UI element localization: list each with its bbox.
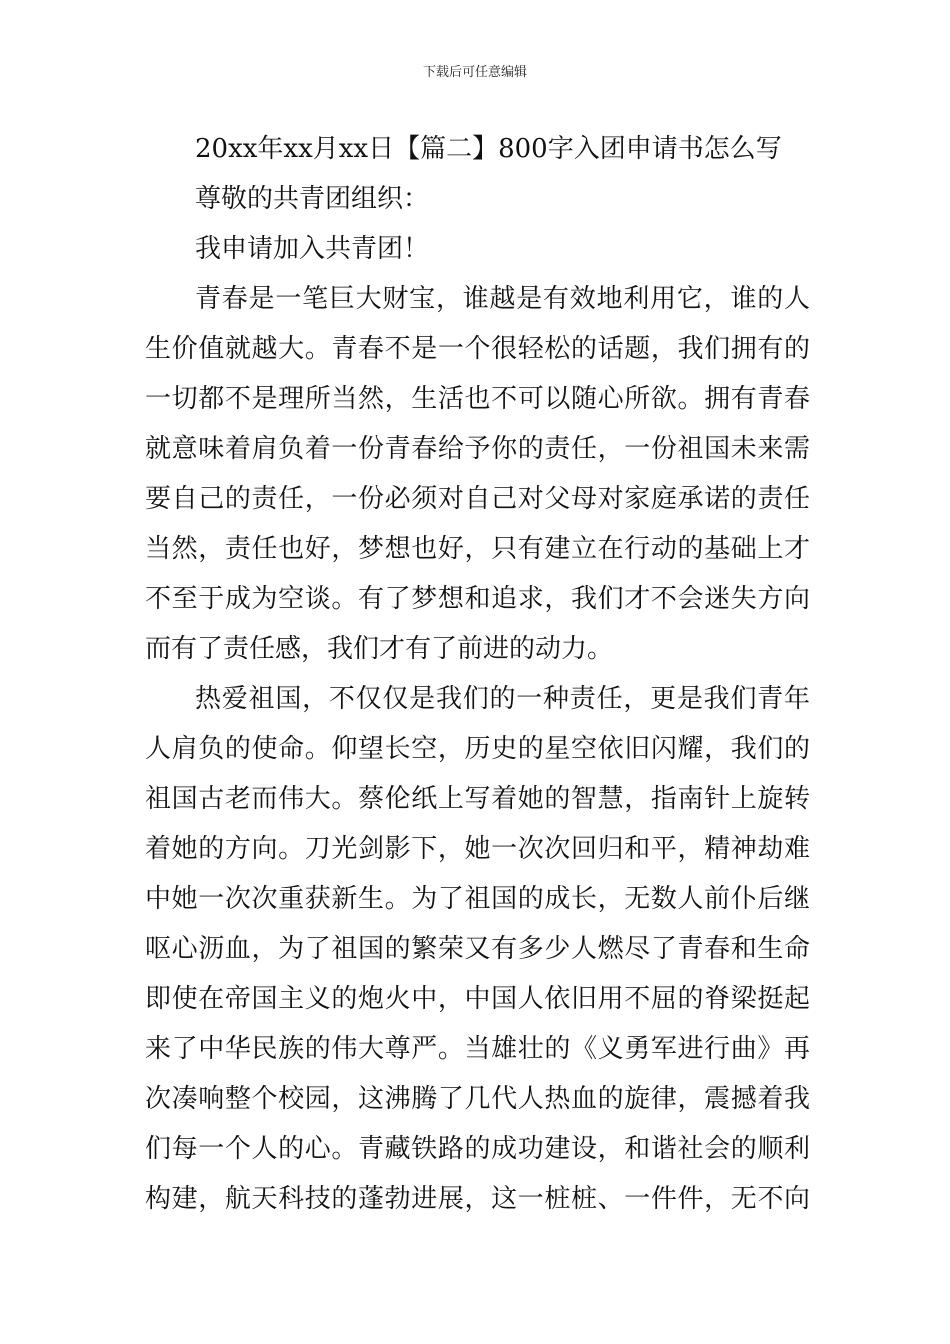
paragraph-line: 当然，责任也好，梦想也好，只有建立在行动的基础上才 bbox=[145, 534, 810, 564]
paragraph-line: 而有了责任感，我们才有了前进的动力。 bbox=[145, 634, 614, 664]
paragraph-line: 人肩负的使命。仰望长空，历史的星空依旧闪耀，我们的 bbox=[145, 734, 810, 764]
application-statement-line: 我申请加入共青团！ bbox=[195, 234, 430, 264]
paragraph-line: 生价值就越大。青春不是一个很轻松的话题，我们拥有的 bbox=[145, 334, 810, 364]
paragraph-line: 构建，航天科技的蓬勃进展，这一桩桩、一件件，无不向 bbox=[145, 1184, 810, 1214]
paragraph-line: 一切都不是理所当然，生活也不可以随心所欲。拥有青春 bbox=[145, 384, 810, 414]
paragraph-line: 要自己的责任，一份必须对自己对父母对家庭承诺的责任 bbox=[145, 484, 810, 514]
paragraph-line: 就意味着肩负着一份青春给予你的责任，一份祖国未来需 bbox=[145, 434, 810, 464]
paragraph-line: 不至于成为空谈。有了梦想和追求，我们才不会迷失方向 bbox=[145, 584, 810, 614]
paragraph-line: 来了中华民族的伟大尊严。当雄壮的《义勇军进行曲》再 bbox=[145, 1034, 810, 1064]
paragraph-line: 呕心沥血，为了祖国的繁荣又有多少人燃尽了青春和生命 bbox=[145, 934, 810, 964]
date-title-line: 20xx年xx月xx日【篇二】800字入团申请书怎么写 bbox=[195, 134, 782, 164]
paragraph-line: 次凑响整个校园，这沸腾了几代人热血的旋律，震撼着我 bbox=[145, 1084, 810, 1114]
page-header: 下载后可任意编辑 bbox=[422, 65, 527, 80]
paragraph-line: 青春是一笔巨大财宝，谁越是有效地利用它，谁的人 bbox=[195, 284, 810, 314]
paragraph-line: 们每一个人的心。青藏铁路的成功建设，和谐社会的顺利 bbox=[145, 1134, 810, 1164]
paragraph-line: 热爱祖国，不仅仅是我们的一种责任，更是我们青年 bbox=[195, 684, 810, 714]
paragraph-line: 即使在帝国主义的炮火中，中国人依旧用不屈的脊梁挺起 bbox=[145, 984, 810, 1014]
salutation-line: 尊敬的共青团组织： bbox=[195, 184, 430, 214]
paragraph-line: 中她一次次重获新生。为了祖国的成长，无数人前仆后继 bbox=[145, 884, 810, 914]
paragraph-line: 着她的方向。刀光剑影下，她一次次回归和平，精神劫难 bbox=[145, 834, 810, 864]
paragraph-line: 祖国古老而伟大。蔡伦纸上写着她的智慧，指南针上旋转 bbox=[145, 784, 810, 814]
